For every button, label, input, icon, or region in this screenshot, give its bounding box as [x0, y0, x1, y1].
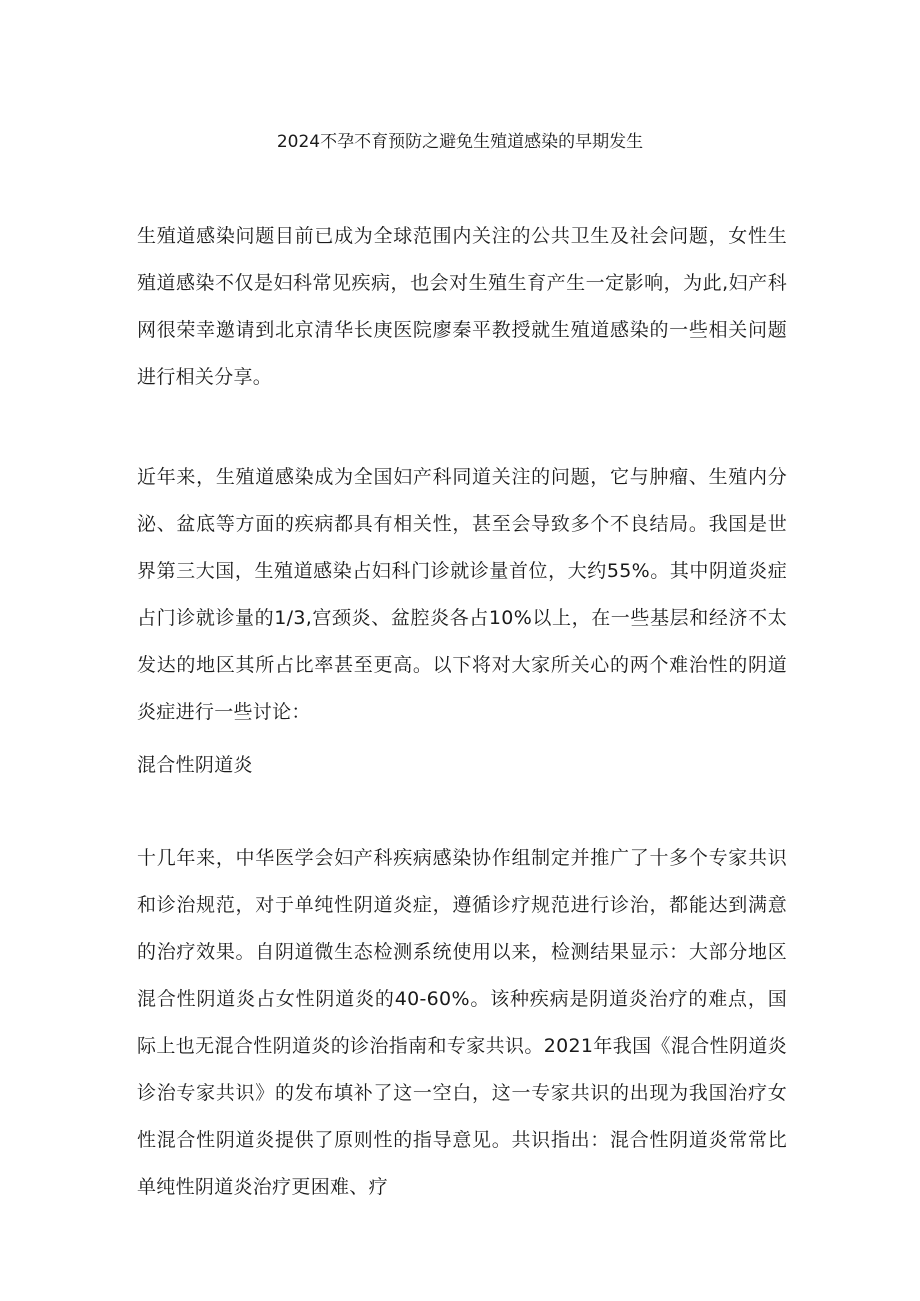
section-paragraph: 十几年来，中华医学会妇产科疾病感染协作组制定并推广了十多个专家共识和诊治规范，对于单纯性阴道炎症，遵循诊疗规范进行诊治，都能达到满意的治疗效果。自阴道微生态检测系统使用以来，检测结果显示：大部分地区混合性阴道炎占女性阴道炎的40-60%。该种疾病是阴道炎治疗的难点，国际上也无混合性阴道炎的诊治指南和专家共识。2021年我国《混合性阴道炎诊治专家共识》的发布填补了这一空白，这一专家共识的出现为我国治疗女性混合性阴道炎提供了原则性的指导意见。共识指出：混合性阴道炎常常比单纯性阴道炎治疗更困难、疗	[137, 847, 787, 1198]
background-paragraph: 近年来，生殖道感染成为全国妇产科同道关注的问题，它与肿瘤、生殖内分泌、盆底等方面的疾病都具有相关性，甚至会导致多个不良结局。我国是世界第三大国，生殖道感染占妇科门诊就诊量首位，大约55%。其中阴道炎症占门诊就诊量的1/3,宫颈炎、盆腔炎各占10%以上，在一些基层和经济不太发达的地区其所占比率甚至更高。以下将对大家所关心的两个难治性的阴道炎症进行一些讨论：	[137, 466, 787, 723]
section-heading: 混合性阴道炎	[137, 754, 253, 776]
intro-paragraph: 生殖道感染问题目前已成为全球范围内关注的公共卫生及社会问题，女性生殖道感染不仅是妇科常见疾病，也会对生殖生育产生一定影响，为此,妇产科网很荣幸邀请到北京清华长庚医院廖秦平教授就生殖道感染的一些相关问题进行相关分享。	[137, 225, 787, 388]
document-title: 2024不孕不育预防之避免生殖道感染的早期发生	[276, 132, 644, 152]
